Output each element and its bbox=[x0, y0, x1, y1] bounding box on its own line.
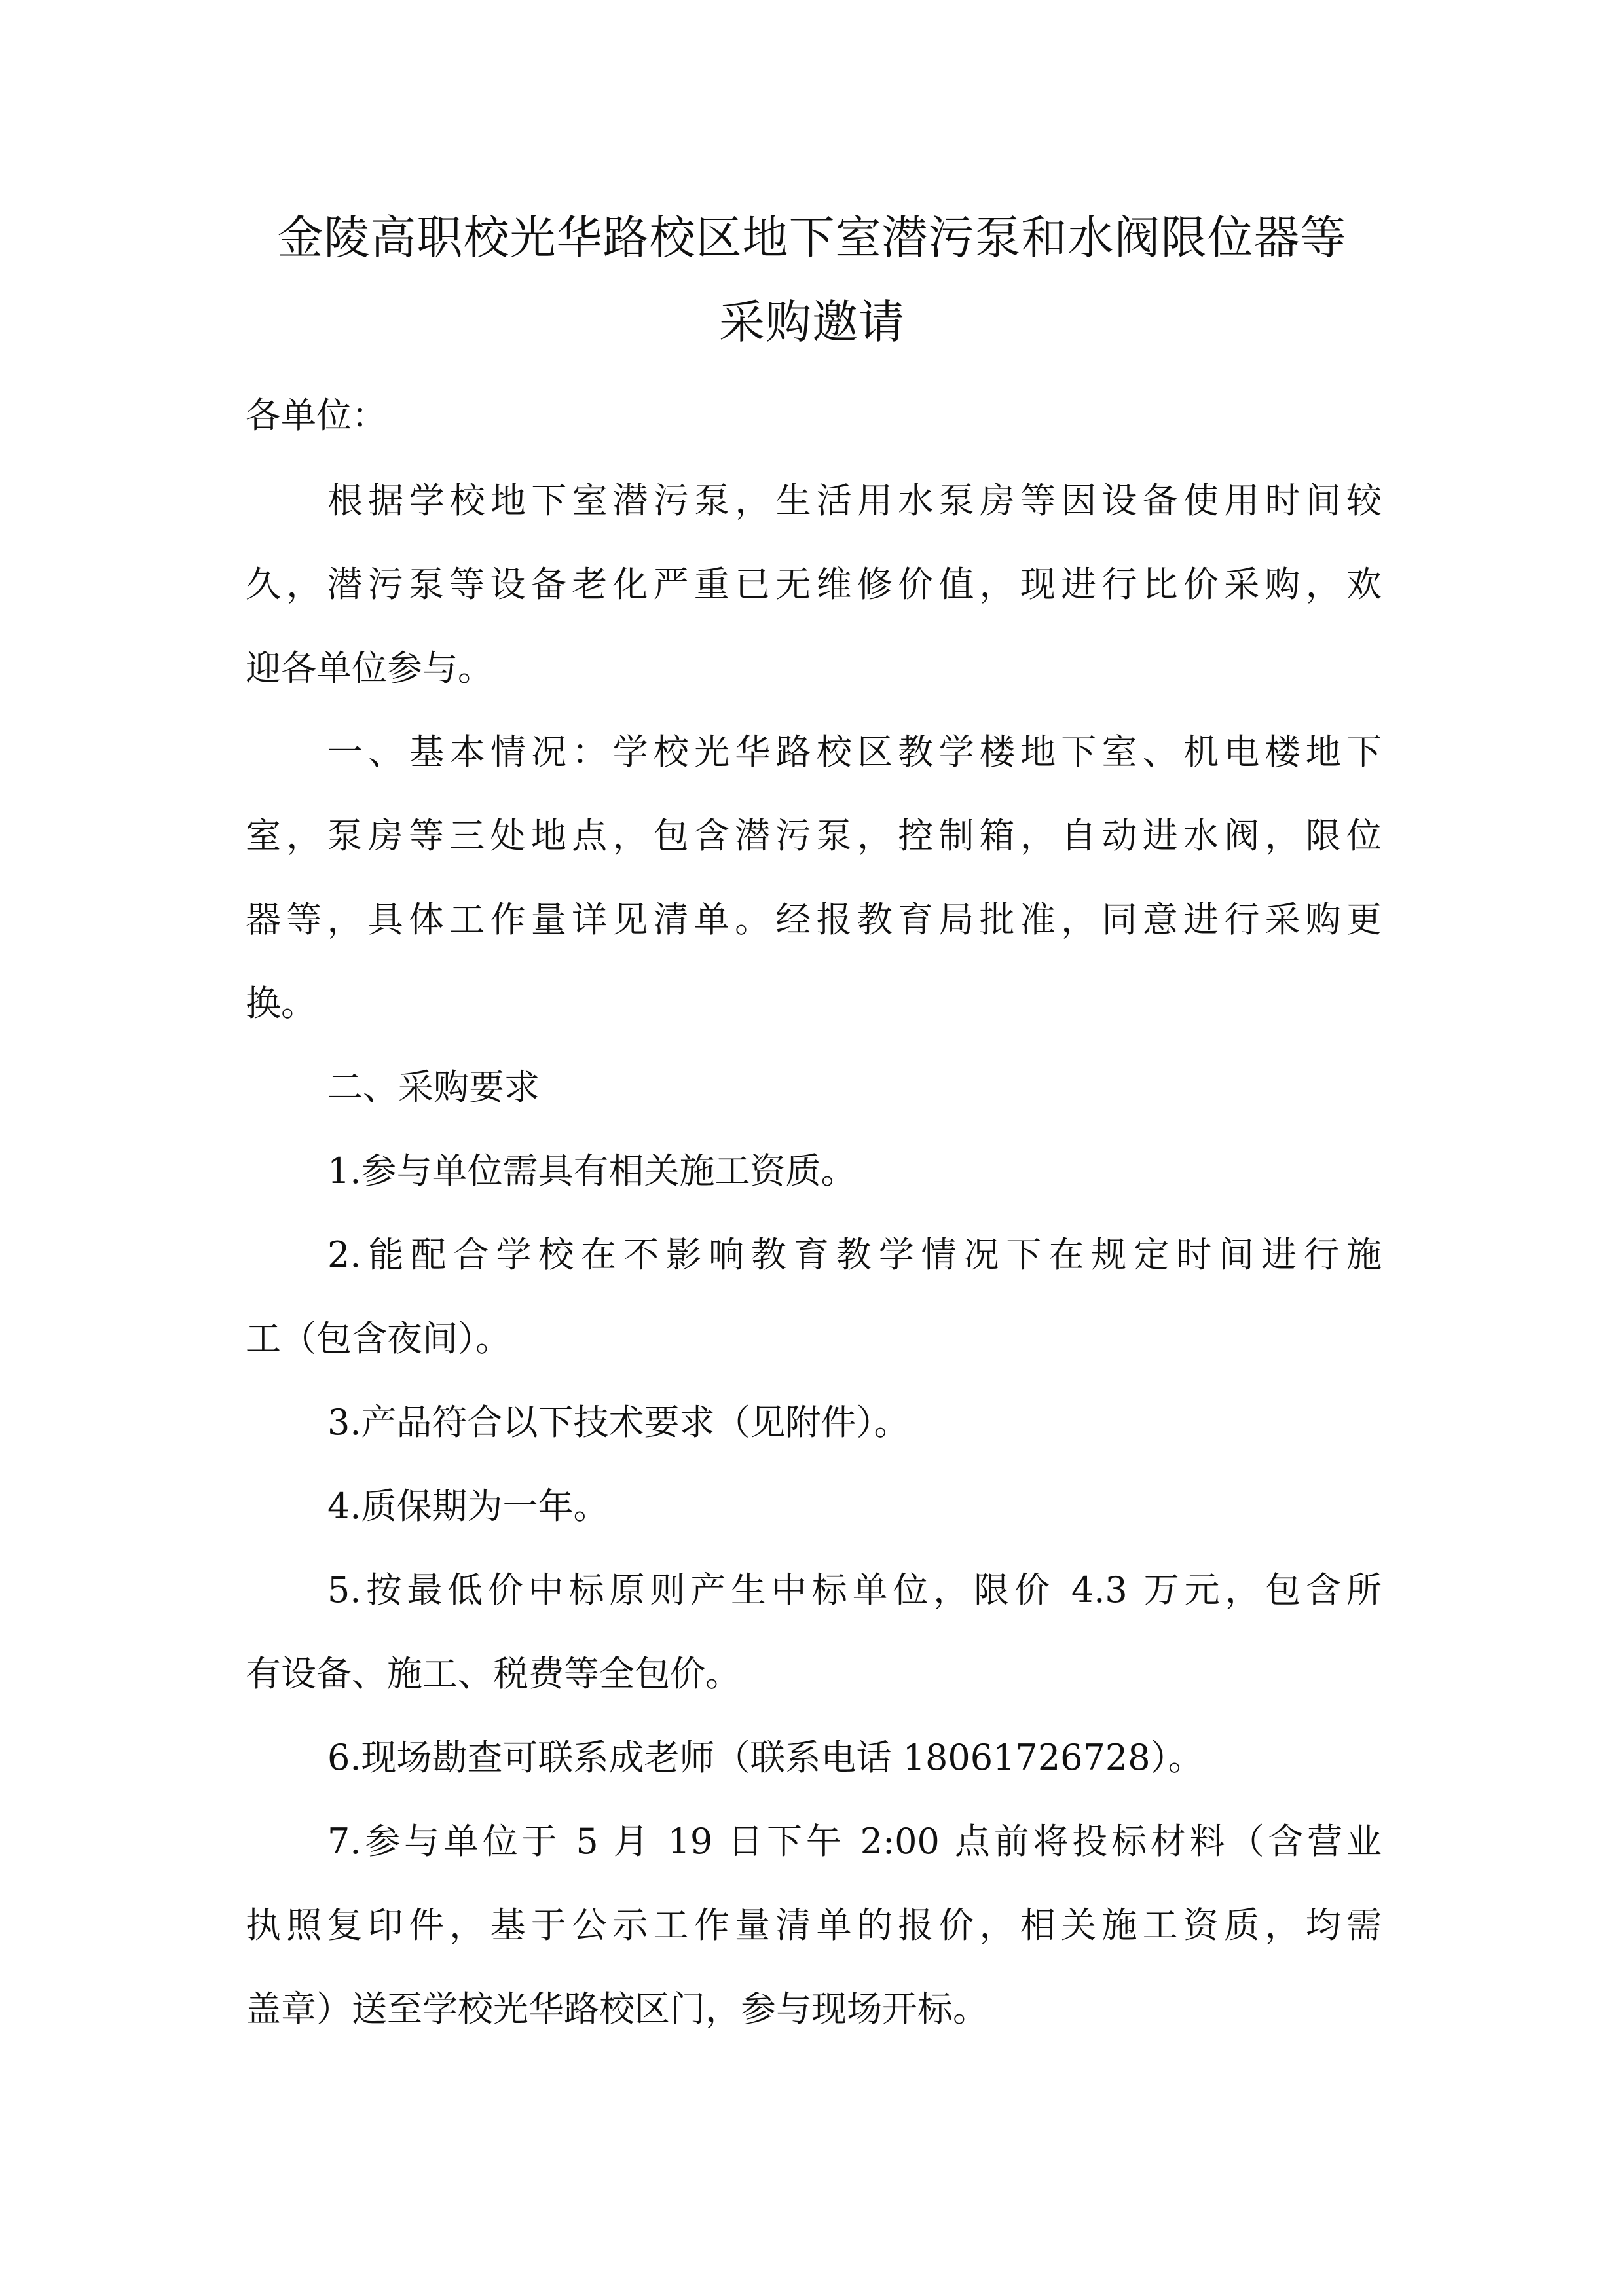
section2-heading: 二、采购要求 bbox=[327, 1066, 540, 1108]
intro-line: 迎各单位参与。 bbox=[246, 647, 493, 689]
requirement-5-line: 5.按最低价中标原则产生中标单位，限价 4.3 万元，包含所 bbox=[327, 1569, 1382, 1611]
intro-line: 久，潜污泵等设备老化严重已无维修价值，现进行比价采购，欢 bbox=[246, 564, 1382, 605]
requirement-2-line: 工（包含夜间）。 bbox=[246, 1318, 511, 1359]
salutation: 各单位： bbox=[246, 395, 387, 436]
requirement-7-line: 执照复印件，基于公示工作量清单的报价，相关施工资质，均需 bbox=[246, 1904, 1382, 1946]
requirement-5-line: 有设备、施工、税费等全包价。 bbox=[246, 1653, 741, 1694]
intro-line: 根据学校地下室潜污泵，生活用水泵房等因设备使用时间较 bbox=[327, 480, 1382, 521]
document-title-line-2: 采购邀请 bbox=[719, 295, 905, 349]
section1-line: 换。 bbox=[246, 983, 316, 1024]
requirement-7-line: 7.参与单位于 5 月 19 日下午 2:00 点前将投标材料（含营业 bbox=[327, 1821, 1382, 1862]
document-title-line-1: 金陵高职校光华路校区地下室潜污泵和水阀限位器等 bbox=[277, 211, 1347, 264]
requirement-1: 1.参与单位需具有相关施工资质。 bbox=[327, 1150, 857, 1192]
requirement-4: 4.质保期为一年。 bbox=[327, 1485, 609, 1527]
section1-line: 器等，具体工作量详见清单。经报教育局批准，同意进行采购更 bbox=[246, 899, 1382, 940]
requirement-3: 3.产品符合以下技术要求（见附件）。 bbox=[327, 1402, 910, 1443]
section1-line: 一、基本情况：学校光华路校区教学楼地下室、机电楼地下 bbox=[327, 731, 1382, 773]
section1-line: 室，泵房等三处地点，包含潜污泵，控制箱，自动进水阀，限位 bbox=[246, 815, 1382, 856]
requirement-7-line: 盖章）送至学校光华路校区门，参与现场开标。 bbox=[246, 1988, 988, 2030]
requirement-2-line: 2.能配合学校在不影响教育教学情况下在规定时间进行施 bbox=[327, 1234, 1382, 1275]
requirement-6: 6.现场勘查可联系成老师（联系电话 18061726728）。 bbox=[327, 1737, 1204, 1778]
